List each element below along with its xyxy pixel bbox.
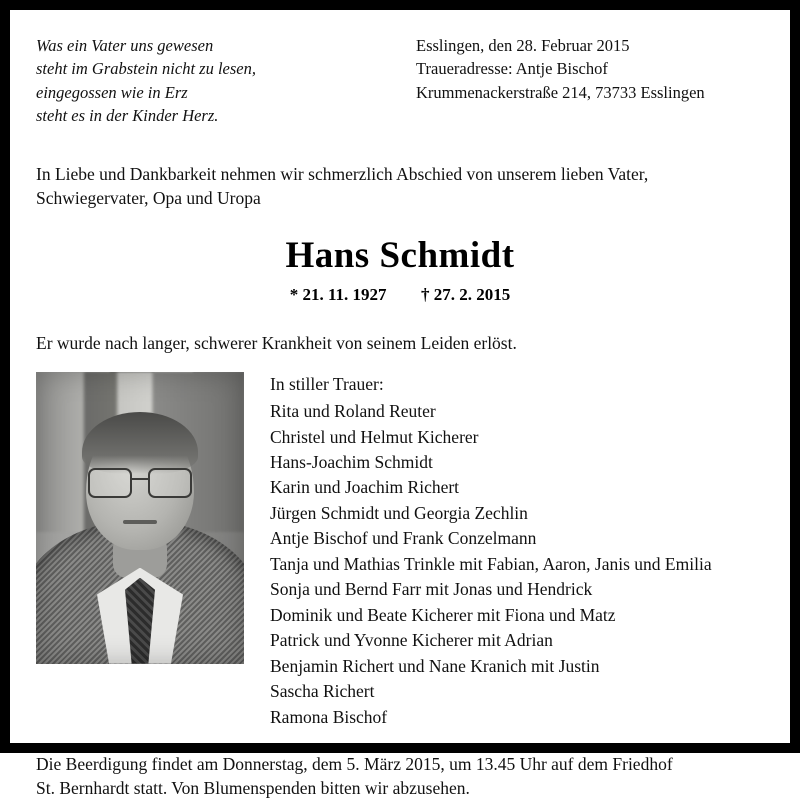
life-dates bbox=[36, 285, 764, 305]
intro-line-2: Schwiegervater, Opa und Uropa bbox=[36, 187, 261, 208]
birth-date: * 21. 11. 1927 bbox=[289, 284, 387, 304]
list-item: Rita und Roland Reuter bbox=[270, 401, 436, 422]
obituary-card bbox=[10, 10, 790, 799]
list-item: Ramona Bischof bbox=[270, 706, 388, 727]
list-item: Sonja und Bernd Farr mit Jonas und Hendrick bbox=[270, 579, 593, 600]
passage-text: Er wurde nach langer, schwerer Krankheit von seinem Leiden erlöst. bbox=[36, 332, 517, 353]
mourners-list bbox=[270, 372, 712, 730]
header-row bbox=[36, 32, 764, 128]
place-and-date: Esslingen, den 28. Februar 2015 bbox=[416, 36, 630, 55]
deceased-name: Hans Schmidt bbox=[285, 234, 515, 276]
list-item: Jürgen Schmidt und Georgia Zechlin bbox=[270, 502, 528, 523]
verse-line-1: Was ein Vater uns gewesen bbox=[36, 36, 214, 55]
funeral-details bbox=[36, 752, 764, 800]
list-item: Hans-Joachim Schmidt bbox=[270, 452, 433, 473]
list-item: Sascha Richert bbox=[270, 681, 375, 702]
funeral-line-2: St. Bernhardt statt. Von Blumenspenden bitten wir abzusehen. bbox=[36, 778, 470, 799]
list-item: Benjamin Richert und Nane Kranich mit Justin bbox=[270, 655, 600, 676]
address-contact: Traueradresse: Antje Bischof bbox=[416, 59, 608, 79]
list-item: Christel und Helmut Kicherer bbox=[270, 426, 479, 447]
list-item: Patrick und Yvonne Kicherer mit Adrian bbox=[270, 630, 553, 651]
photo-vignette bbox=[36, 372, 244, 664]
mourners-heading: In stiller Trauer: bbox=[270, 373, 384, 394]
mourning-address bbox=[416, 32, 705, 104]
verse-line-2: steht im Grabstein nicht zu lesen, bbox=[36, 59, 256, 79]
death-date: † 27. 2. 2015 bbox=[421, 284, 511, 304]
list-item: Tanja und Mathias Trinkle mit Fabian, Aaron, Janis und Emilia bbox=[270, 553, 712, 574]
memorial-verse bbox=[36, 32, 396, 128]
address-street: Krummenackerstraße 214, 73733 Esslingen bbox=[416, 82, 705, 102]
list-item: Dominik und Beate Kicherer mit Fiona und Matz bbox=[270, 604, 616, 625]
mourners-row bbox=[36, 372, 764, 730]
intro-line-1: In Liebe und Dankbarkeit nehmen wir schmerzlich Abschied von unserem lieben Vater, bbox=[36, 163, 649, 184]
portrait-photo bbox=[36, 372, 244, 664]
list-item: Karin und Joachim Richert bbox=[270, 477, 460, 498]
intro-text bbox=[36, 162, 764, 210]
verse-line-4: steht es in der Kinder Herz. bbox=[36, 106, 219, 126]
funeral-line-1: Die Beerdigung findet am Donnerstag, dem 5. März 2015, um 13.45 Uhr auf dem Friedhof bbox=[36, 754, 673, 774]
name-block bbox=[36, 236, 764, 305]
list-item: Antje Bischof und Frank Conzelmann bbox=[270, 528, 537, 549]
verse-line-3: eingegossen wie in Erz bbox=[36, 82, 188, 102]
